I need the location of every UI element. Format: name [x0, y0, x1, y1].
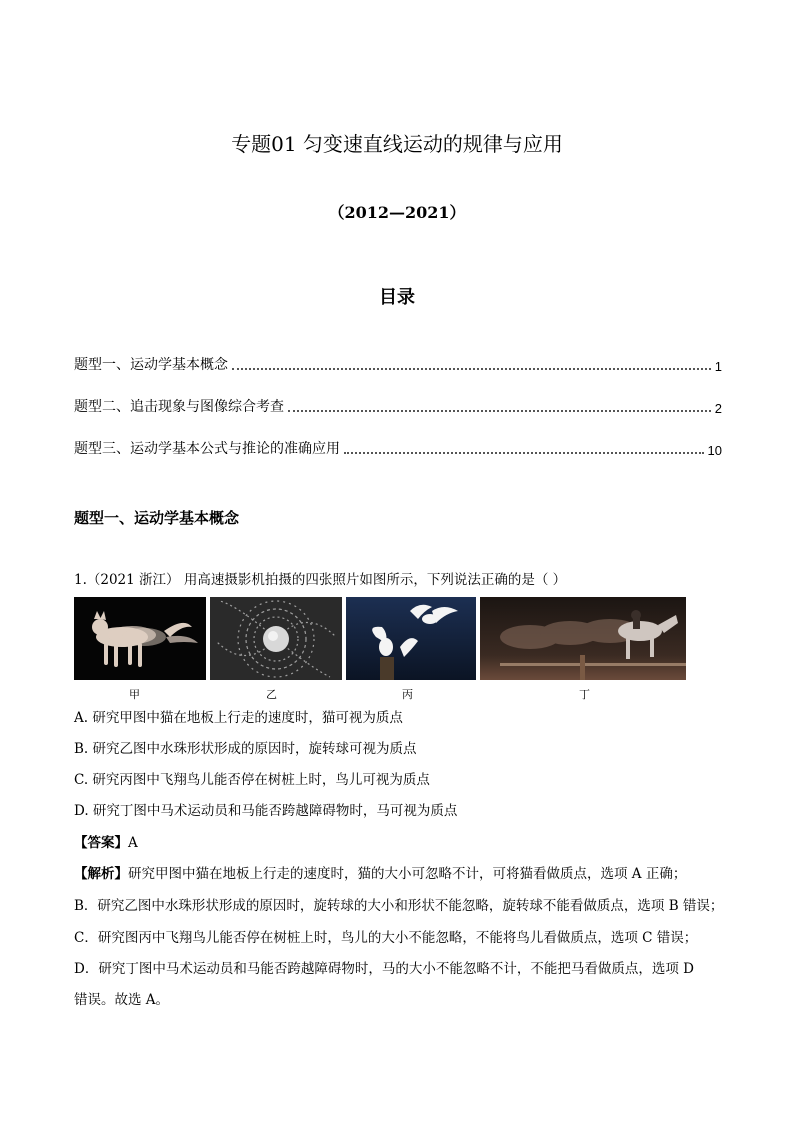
toc-entry-label: 题型三、运动学基本公式与推论的准确应用	[74, 441, 340, 457]
answer-value: A	[128, 835, 138, 851]
toc-entry-label: 题型二、追击现象与图像综合考查	[74, 399, 284, 415]
photo-spinning-ball	[210, 597, 342, 680]
analysis-text: 研究甲图中猫在地板上行走的速度时，猫的大小可忽略不计，可将猫看做质点，选项 A 正确；	[128, 866, 687, 882]
photo-cat	[74, 597, 206, 680]
answer-label: 【答案】	[74, 835, 128, 851]
photo-strip	[74, 597, 686, 680]
caption-jia: 甲	[129, 688, 140, 701]
option-d: D. 研究丁图中马术运动员和马能否跨越障碍物时，马可视为质点	[74, 803, 458, 819]
analysis-line-3: C．研究图丙中飞翔鸟儿能否停在树桩上时，鸟儿的大小不能忽略，不能将鸟儿看做质点，选项 C 错误；	[74, 930, 698, 946]
toc-leader-dots	[232, 368, 711, 370]
toc-entry-label: 题型一、运动学基本概念	[74, 357, 228, 373]
analysis-line-4: D．研究丁图中马术运动员和马能否跨越障碍物时，马的大小不能忽略不计，不能把马看做质点，选项 D	[74, 961, 694, 977]
question-stem: 1.（2021 浙江） 用高速摄影机拍摄的四张照片如图所示，下列说法正确的是（ ）	[74, 572, 567, 588]
answer-line	[74, 831, 138, 851]
toc-entry-1[interactable]	[74, 354, 722, 374]
year-range: （2012—2021）	[328, 203, 466, 222]
toc-entry-3[interactable]	[74, 438, 722, 458]
caption-yi: 乙	[266, 688, 277, 701]
caption-ding: 丁	[579, 688, 590, 701]
caption-bing: 丙	[402, 688, 413, 701]
photo-horse-jump	[480, 597, 686, 680]
analysis-line-5: 错误。故选 A。	[74, 992, 170, 1008]
toc-leader-dots	[344, 452, 704, 454]
toc-heading: 目录	[379, 287, 415, 308]
photo-birds	[346, 597, 476, 680]
section-heading: 题型一、运动学基本概念	[74, 509, 240, 527]
option-b: B. 研究乙图中水珠形状形成的原因时，旋转球可视为质点	[74, 741, 417, 757]
page-title: 专题01 匀变速直线运动的规律与应用	[231, 132, 563, 156]
option-a: A. 研究甲图中猫在地板上行走的速度时，猫可视为质点	[74, 710, 403, 726]
toc-entry-page: 1	[714, 359, 722, 374]
toc-entry-2[interactable]	[74, 396, 722, 416]
toc-leader-dots	[288, 410, 711, 412]
analysis-line-2: B．研究乙图中水珠形状形成的原因时，旋转球的大小和形状不能忽略，旋转球不能看做质点，选项 B 错误；	[74, 898, 724, 914]
toc-entry-page: 2	[714, 401, 722, 416]
analysis-line-1	[74, 862, 686, 882]
option-c: C. 研究丙图中飞翔鸟儿能否停在树桩上时，鸟儿可视为质点	[74, 772, 430, 788]
analysis-label: 【解析】	[74, 866, 128, 882]
toc-entry-page: 10	[707, 443, 722, 458]
